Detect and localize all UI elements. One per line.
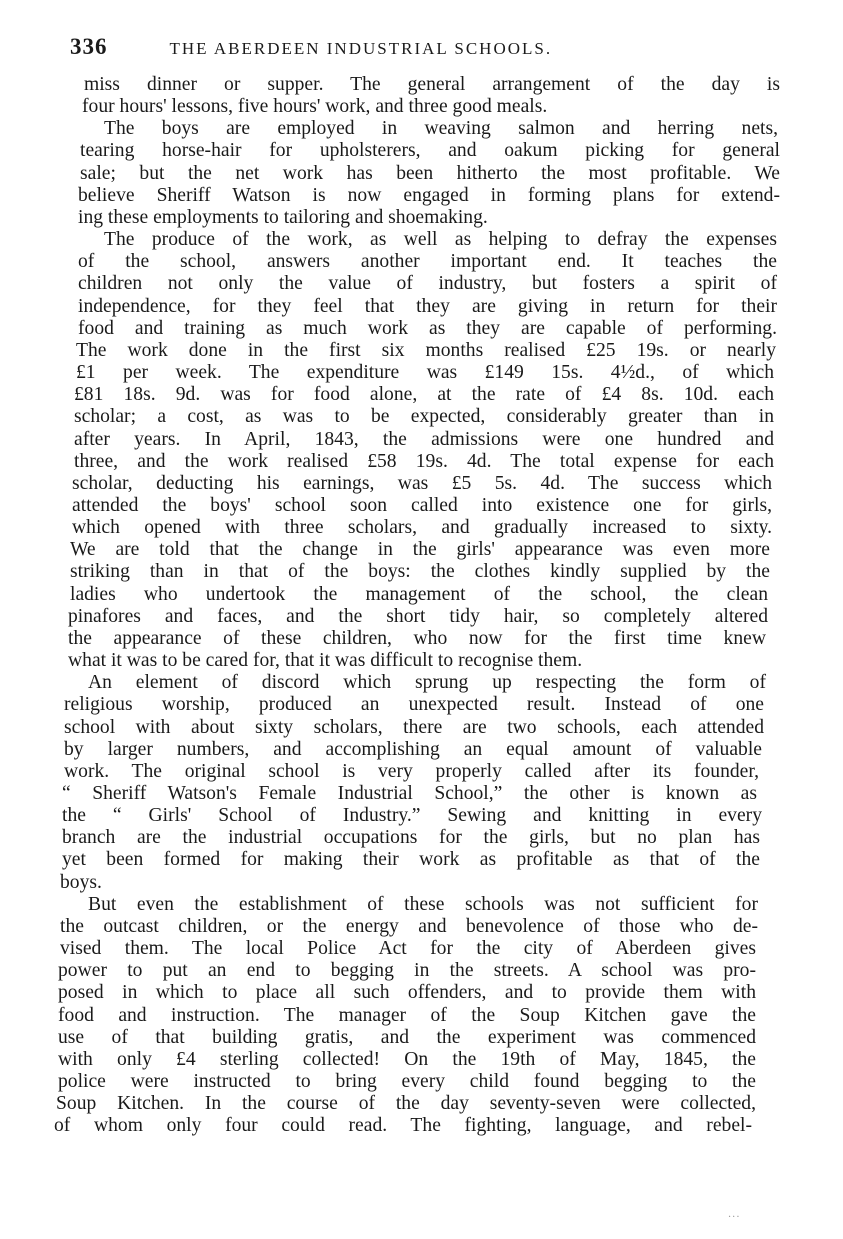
page-speck: · · · xyxy=(728,1212,740,1223)
text-line: of whom only four could read. The fighting, language, and rebel- xyxy=(54,1115,752,1137)
text-line: ing these employments to tailoring and shoemaking. xyxy=(78,206,488,228)
text-line: sale; but the net work has been hitherto the most profitable. We xyxy=(80,162,780,184)
text-line: use of that building gratis, and the experiment was commenced xyxy=(58,1026,756,1048)
text-line: which opened with three scholars, and gradually increased to sixty. xyxy=(72,517,772,539)
text-line: ladies who undertook the management of the school, the clean xyxy=(70,583,768,605)
text-line: Soup Kitchen. In the course of the day seventy-seven were collected, xyxy=(56,1093,756,1115)
text-line: police were instructed to bring every child found begging to the xyxy=(58,1071,756,1093)
text-line: after years. In April, 1843, the admissions were one hundred and xyxy=(74,428,774,450)
text-line: pinafores and faces, and the short tidy hair, so completely altered xyxy=(68,605,768,627)
text-line: vised them. The local Police Act for the city of Aberdeen gives xyxy=(60,938,756,960)
text-line: food and training as much work as they are capable of performing. xyxy=(78,317,777,339)
text-line: the appearance of these children, who now for the first time knew xyxy=(68,627,766,649)
document-page xyxy=(54,34,786,1138)
text-line: four hours' lessons, five hours' work, and three good meals. xyxy=(82,96,548,118)
text-line: £81 18s. 9d. was for food alone, at the rate of £4 8s. 10d. each xyxy=(74,384,774,406)
text-line: the “ Girls' School of Industry.” Sewing and knitting in every xyxy=(62,805,762,827)
text-line: believe Sheriff Watson is now engaged in forming plans for extend- xyxy=(78,184,780,206)
text-line: striking than in that of the boys: the clothes kindly supplied by the xyxy=(70,561,770,583)
text-line: The work done in the first six months realised £25 19s. or nearly xyxy=(76,339,776,361)
text-line: We are told that the change in the girls' appearance was even more xyxy=(70,539,770,561)
running-head xyxy=(58,34,786,74)
page-number: 336 xyxy=(70,34,108,59)
text-line: school with about sixty scholars, there are two schools, each attended xyxy=(64,716,764,738)
text-line: £1 per week. The expenditure was £149 15s. 4½d., of which xyxy=(76,362,774,384)
text-line: food and instruction. The manager of the Soup Kitchen gave the xyxy=(58,1004,756,1026)
text-line: scholar, deducting his earnings, was £5 5s. 4d. The success which xyxy=(72,472,772,494)
text-line: yet been formed for making their work as profitable as that of the xyxy=(62,849,760,871)
text-line: work. The original school is very properly called after its founder, xyxy=(64,760,759,782)
text-line: branch are the industrial occupations for the girls, but no plan has xyxy=(62,827,760,849)
text-line: three, and the work realised £58 19s. 4d. The total expense for each xyxy=(74,450,774,472)
text-line: miss dinner or supper. The general arrangement of the day is xyxy=(84,74,780,95)
text-line: independence, for they feel that they are giving in return for their xyxy=(78,295,777,317)
text-line: The produce of the work, as well as helping to defray the expenses xyxy=(104,229,777,251)
text-line: “ Sheriff Watson's Female Industrial School,” the other is known as xyxy=(62,783,757,804)
text-line: posed in which to place all such offenders, and to provide them with xyxy=(58,982,756,1004)
text-line: of the school, answers another important end. It teaches the xyxy=(78,251,777,273)
text-line: But even the establishment of these schools was not sufficient for xyxy=(88,893,758,915)
body-text xyxy=(54,74,786,1138)
running-title: THE ABERDEEN INDUSTRIAL SCHOOLS. xyxy=(169,39,553,58)
text-line: boys. xyxy=(60,871,102,893)
text-line: what it was to be cared for, that it was difficult to recognise them. xyxy=(68,650,583,672)
text-line: power to put an end to begging in the streets. A school was pro- xyxy=(58,960,756,982)
text-line: religious worship, produced an unexpected result. Instead of one xyxy=(64,694,764,716)
text-line: by larger numbers, and accomplishing an equal amount of valuable xyxy=(64,738,762,760)
text-line: tearing horse-hair for upholsterers, and oakum picking for general xyxy=(80,140,780,162)
text-line: with only £4 sterling collected! On the 19th of May, 1845, the xyxy=(58,1048,756,1070)
text-line: An element of discord which sprung up respecting the form of xyxy=(88,672,766,694)
text-line: The boys are employed in weaving salmon and herring nets, xyxy=(104,118,778,140)
text-line: children not only the value of industry, but fosters a spirit of xyxy=(78,273,777,295)
text-line: scholar; a cost, as was to be expected, considerably greater than in xyxy=(74,406,774,428)
text-line: attended the boys' school soon called into existence one for girls, xyxy=(72,494,772,516)
text-line: the outcast children, or the energy and benevolence of those who de- xyxy=(60,915,758,937)
